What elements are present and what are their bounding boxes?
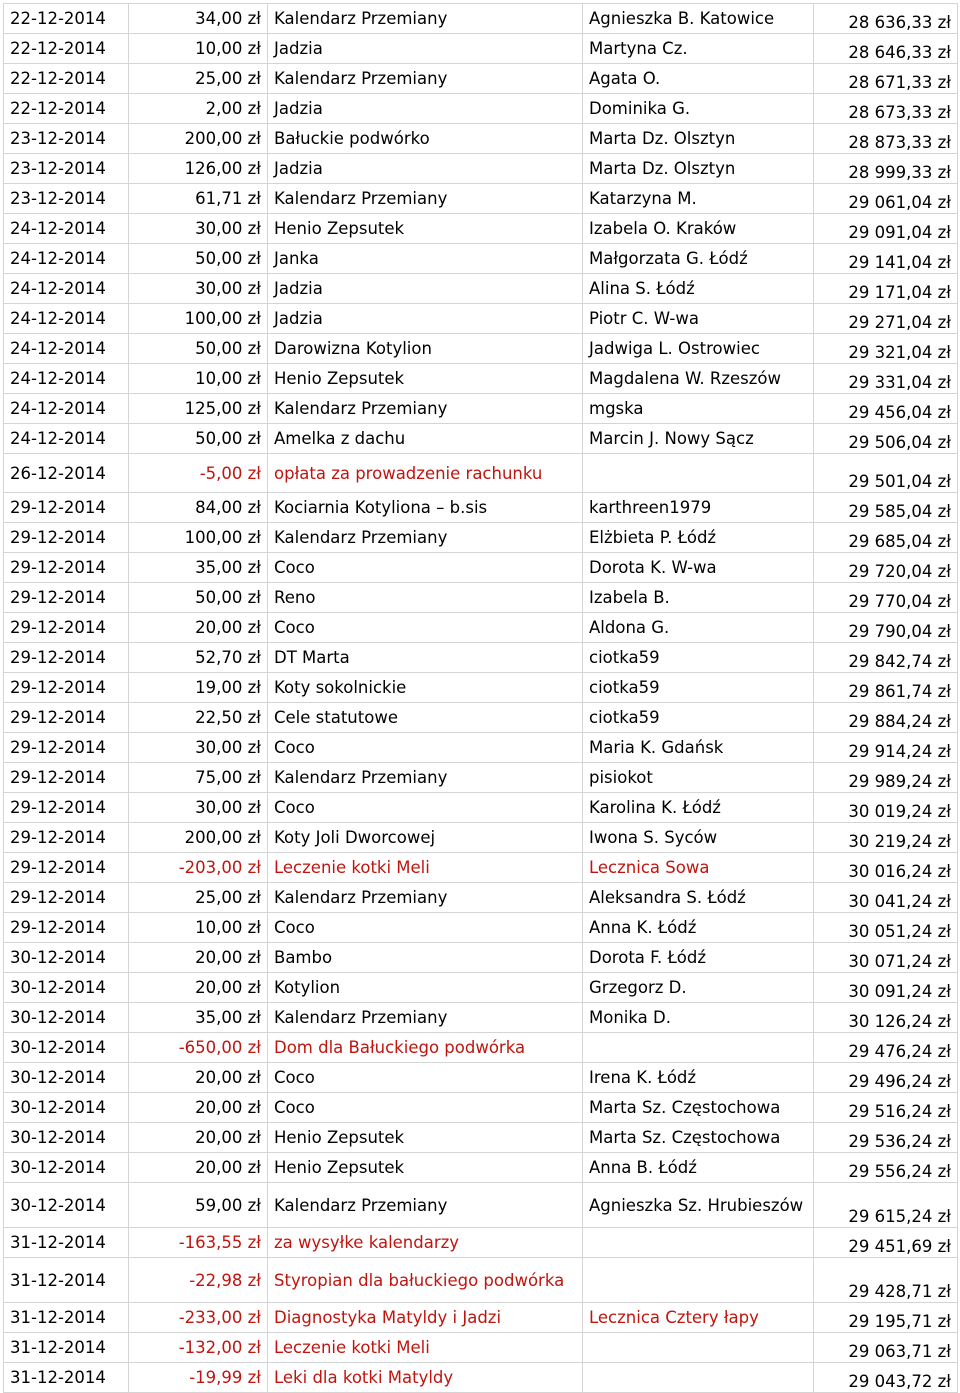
table-row	[4, 1363, 958, 1393]
date-cell: 30-12-2014	[4, 1093, 129, 1123]
title-cell: Cele statutowe	[268, 703, 583, 733]
title-cell: Styropian dla bałuckiego podwórka	[268, 1258, 583, 1303]
title-cell: opłata za prowadzenie rachunku	[268, 454, 583, 493]
title-cell: Diagnostyka Matyldy i Jadzi	[268, 1303, 583, 1333]
donor-cell: Karolina K. Łódź	[583, 793, 814, 823]
date-cell: 29-12-2014	[4, 793, 129, 823]
balance-cell: 29 061,04 zł	[814, 184, 958, 214]
date-cell: 26-12-2014	[4, 454, 129, 493]
amount-cell: 125,00 zł	[129, 394, 268, 424]
donor-cell: Izabela B.	[583, 583, 814, 613]
title-cell: Leczenie kotki Meli	[268, 853, 583, 883]
title-cell: Henio Zepsutek	[268, 1123, 583, 1153]
amount-cell: 25,00 zł	[129, 64, 268, 94]
amount-cell: -650,00 zł	[129, 1033, 268, 1063]
amount-cell: 25,00 zł	[129, 883, 268, 913]
balance-cell: 29 556,24 zł	[814, 1153, 958, 1183]
date-cell: 29-12-2014	[4, 583, 129, 613]
date-cell: 29-12-2014	[4, 733, 129, 763]
balance-cell: 29 501,04 zł	[814, 454, 958, 493]
table-row	[4, 154, 958, 184]
table-row	[4, 703, 958, 733]
balance-cell: 29 331,04 zł	[814, 364, 958, 394]
date-cell: 23-12-2014	[4, 124, 129, 154]
table-row	[4, 214, 958, 244]
title-cell: Jadzia	[268, 304, 583, 334]
amount-cell: 126,00 zł	[129, 154, 268, 184]
title-cell: Dom dla Bałuckiego podwórka	[268, 1033, 583, 1063]
donor-cell: Marta Dz. Olsztyn	[583, 124, 814, 154]
balance-cell: 30 219,24 zł	[814, 823, 958, 853]
donor-cell	[583, 454, 814, 493]
date-cell: 31-12-2014	[4, 1303, 129, 1333]
donor-cell: Izabela O. Kraków	[583, 214, 814, 244]
balance-cell: 28 671,33 zł	[814, 64, 958, 94]
amount-cell: 84,00 zł	[129, 493, 268, 523]
balance-cell: 28 636,33 zł	[814, 4, 958, 34]
balance-cell: 30 041,24 zł	[814, 883, 958, 913]
balance-cell: 30 051,24 zł	[814, 913, 958, 943]
balance-cell: 29 476,24 zł	[814, 1033, 958, 1063]
date-cell: 22-12-2014	[4, 4, 129, 34]
table-row	[4, 1258, 958, 1303]
balance-cell: 30 091,24 zł	[814, 973, 958, 1003]
balance-cell: 29 456,04 zł	[814, 394, 958, 424]
amount-cell: 2,00 zł	[129, 94, 268, 124]
date-cell: 29-12-2014	[4, 613, 129, 643]
date-cell: 23-12-2014	[4, 154, 129, 184]
table-row	[4, 823, 958, 853]
balance-cell: 29 861,74 zł	[814, 673, 958, 703]
amount-cell: 52,70 zł	[129, 643, 268, 673]
date-cell: 31-12-2014	[4, 1333, 129, 1363]
donor-cell: Anna K. Łódź	[583, 913, 814, 943]
donor-cell: Agnieszka B. Katowice	[583, 4, 814, 34]
date-cell: 29-12-2014	[4, 883, 129, 913]
balance-cell: 29 720,04 zł	[814, 553, 958, 583]
donor-cell: Dorota K. W-wa	[583, 553, 814, 583]
donor-cell: Marta Dz. Olsztyn	[583, 154, 814, 184]
title-cell: Henio Zepsutek	[268, 1153, 583, 1183]
date-cell: 30-12-2014	[4, 1033, 129, 1063]
title-cell: Kotylion	[268, 973, 583, 1003]
title-cell: Koty sokolnickie	[268, 673, 583, 703]
amount-cell: -203,00 zł	[129, 853, 268, 883]
title-cell: Bambo	[268, 943, 583, 973]
date-cell: 31-12-2014	[4, 1228, 129, 1258]
amount-cell: 100,00 zł	[129, 523, 268, 553]
amount-cell: 20,00 zł	[129, 613, 268, 643]
amount-cell: -163,55 zł	[129, 1228, 268, 1258]
table-row	[4, 1063, 958, 1093]
amount-cell: 10,00 zł	[129, 34, 268, 64]
donor-cell: Lecznica Sowa	[583, 853, 814, 883]
date-cell: 29-12-2014	[4, 853, 129, 883]
title-cell: Kalendarz Przemiany	[268, 394, 583, 424]
table-row	[4, 4, 958, 34]
amount-cell: 20,00 zł	[129, 1153, 268, 1183]
table-row	[4, 793, 958, 823]
donor-cell: Dominika G.	[583, 94, 814, 124]
table-row	[4, 883, 958, 913]
amount-cell: 75,00 zł	[129, 763, 268, 793]
date-cell: 29-12-2014	[4, 493, 129, 523]
amount-cell: 50,00 zł	[129, 334, 268, 364]
title-cell: Janka	[268, 244, 583, 274]
date-cell: 29-12-2014	[4, 643, 129, 673]
donor-cell: Martyna Cz.	[583, 34, 814, 64]
donor-cell	[583, 1333, 814, 1363]
table-row	[4, 424, 958, 454]
amount-cell: 20,00 zł	[129, 1123, 268, 1153]
amount-cell: 61,71 zł	[129, 184, 268, 214]
amount-cell: 10,00 zł	[129, 913, 268, 943]
donor-cell: Grzegorz D.	[583, 973, 814, 1003]
date-cell: 24-12-2014	[4, 364, 129, 394]
date-cell: 24-12-2014	[4, 424, 129, 454]
balance-cell: 29 685,04 zł	[814, 523, 958, 553]
date-cell: 24-12-2014	[4, 274, 129, 304]
date-cell: 24-12-2014	[4, 244, 129, 274]
date-cell: 22-12-2014	[4, 94, 129, 124]
title-cell: Kociarnia Kotyliona – b.sis	[268, 493, 583, 523]
donor-cell: Lecznica Cztery łapy	[583, 1303, 814, 1333]
title-cell: Leczenie kotki Meli	[268, 1333, 583, 1363]
balance-cell: 29 171,04 zł	[814, 274, 958, 304]
donor-cell: Katarzyna M.	[583, 184, 814, 214]
transactions-body	[4, 4, 958, 1393]
table-row	[4, 1153, 958, 1183]
title-cell: Coco	[268, 793, 583, 823]
title-cell: Coco	[268, 553, 583, 583]
donor-cell: Magdalena W. Rzeszów	[583, 364, 814, 394]
table-row	[4, 613, 958, 643]
donor-cell: karthreen1979	[583, 493, 814, 523]
amount-cell: 50,00 zł	[129, 424, 268, 454]
balance-cell: 30 016,24 zł	[814, 853, 958, 883]
table-row	[4, 1333, 958, 1363]
table-row	[4, 733, 958, 763]
table-row	[4, 583, 958, 613]
donor-cell: Irena K. Łódź	[583, 1063, 814, 1093]
table-row	[4, 973, 958, 1003]
amount-cell: 200,00 zł	[129, 823, 268, 853]
date-cell: 24-12-2014	[4, 394, 129, 424]
balance-cell: 29 842,74 zł	[814, 643, 958, 673]
date-cell: 30-12-2014	[4, 1153, 129, 1183]
amount-cell: 22,50 zł	[129, 703, 268, 733]
table-row	[4, 244, 958, 274]
balance-cell: 30 019,24 zł	[814, 793, 958, 823]
balance-cell: 29 428,71 zł	[814, 1258, 958, 1303]
balance-cell: 29 271,04 zł	[814, 304, 958, 334]
balance-cell: 29 914,24 zł	[814, 733, 958, 763]
amount-cell: 35,00 zł	[129, 553, 268, 583]
title-cell: Jadzia	[268, 94, 583, 124]
table-row	[4, 124, 958, 154]
date-cell: 29-12-2014	[4, 763, 129, 793]
table-row	[4, 64, 958, 94]
balance-cell: 28 673,33 zł	[814, 94, 958, 124]
date-cell: 29-12-2014	[4, 703, 129, 733]
table-row	[4, 454, 958, 493]
donor-cell: Aldona G.	[583, 613, 814, 643]
date-cell: 24-12-2014	[4, 334, 129, 364]
title-cell: Darowizna Kotylion	[268, 334, 583, 364]
title-cell: Coco	[268, 913, 583, 943]
donor-cell: Marta Sz. Częstochowa	[583, 1093, 814, 1123]
table-row	[4, 1303, 958, 1333]
donor-cell: ciotka59	[583, 673, 814, 703]
amount-cell: -132,00 zł	[129, 1333, 268, 1363]
date-cell: 30-12-2014	[4, 973, 129, 1003]
table-row	[4, 1033, 958, 1063]
table-row	[4, 394, 958, 424]
amount-cell: 30,00 zł	[129, 214, 268, 244]
donor-cell: Elżbieta P. Łódź	[583, 523, 814, 553]
title-cell: Kalendarz Przemiany	[268, 763, 583, 793]
date-cell: 29-12-2014	[4, 913, 129, 943]
balance-cell: 28 646,33 zł	[814, 34, 958, 64]
donor-cell	[583, 1033, 814, 1063]
title-cell: Kalendarz Przemiany	[268, 1183, 583, 1228]
title-cell: Kalendarz Przemiany	[268, 184, 583, 214]
title-cell: DT Marta	[268, 643, 583, 673]
donor-cell: Maria K. Gdańsk	[583, 733, 814, 763]
balance-cell: 30 071,24 zł	[814, 943, 958, 973]
title-cell: Kalendarz Przemiany	[268, 523, 583, 553]
amount-cell: 50,00 zł	[129, 244, 268, 274]
donor-cell: Agata O.	[583, 64, 814, 94]
balance-cell: 29 790,04 zł	[814, 613, 958, 643]
date-cell: 22-12-2014	[4, 34, 129, 64]
date-cell: 22-12-2014	[4, 64, 129, 94]
balance-cell: 29 141,04 zł	[814, 244, 958, 274]
table-row	[4, 1183, 958, 1228]
balance-cell: 28 873,33 zł	[814, 124, 958, 154]
table-row	[4, 763, 958, 793]
amount-cell: 200,00 zł	[129, 124, 268, 154]
date-cell: 29-12-2014	[4, 523, 129, 553]
title-cell: Jadzia	[268, 274, 583, 304]
date-cell: 29-12-2014	[4, 823, 129, 853]
date-cell: 30-12-2014	[4, 1183, 129, 1228]
date-cell: 30-12-2014	[4, 1003, 129, 1033]
title-cell: Coco	[268, 733, 583, 763]
title-cell: Amelka z dachu	[268, 424, 583, 454]
amount-cell: 20,00 zł	[129, 1093, 268, 1123]
donor-cell: mgska	[583, 394, 814, 424]
table-row	[4, 1228, 958, 1258]
balance-cell: 29 195,71 zł	[814, 1303, 958, 1333]
amount-cell: -22,98 zł	[129, 1258, 268, 1303]
amount-cell: 20,00 zł	[129, 973, 268, 1003]
title-cell: Kalendarz Przemiany	[268, 4, 583, 34]
date-cell: 23-12-2014	[4, 184, 129, 214]
title-cell: Coco	[268, 1093, 583, 1123]
balance-cell: 29 536,24 zł	[814, 1123, 958, 1153]
table-row	[4, 184, 958, 214]
title-cell: Coco	[268, 613, 583, 643]
amount-cell: 19,00 zł	[129, 673, 268, 703]
donor-cell: Anna B. Łódź	[583, 1153, 814, 1183]
balance-cell: 29 884,24 zł	[814, 703, 958, 733]
balance-cell: 29 615,24 zł	[814, 1183, 958, 1228]
title-cell: Kalendarz Przemiany	[268, 883, 583, 913]
amount-cell: 34,00 zł	[129, 4, 268, 34]
table-row	[4, 1003, 958, 1033]
balance-cell: 29 321,04 zł	[814, 334, 958, 364]
title-cell: Koty Joli Dworcowej	[268, 823, 583, 853]
title-cell: za wysyłke kalendarzy	[268, 1228, 583, 1258]
donor-cell	[583, 1258, 814, 1303]
balance-cell: 29 063,71 zł	[814, 1333, 958, 1363]
balance-cell: 30 126,24 zł	[814, 1003, 958, 1033]
table-row	[4, 493, 958, 523]
table-row	[4, 853, 958, 883]
balance-cell: 29 451,69 zł	[814, 1228, 958, 1258]
amount-cell: 20,00 zł	[129, 1063, 268, 1093]
title-cell: Jadzia	[268, 154, 583, 184]
donor-cell: Dorota F. Łódź	[583, 943, 814, 973]
balance-cell: 29 516,24 zł	[814, 1093, 958, 1123]
table-row	[4, 334, 958, 364]
amount-cell: -233,00 zł	[129, 1303, 268, 1333]
table-row	[4, 34, 958, 64]
date-cell: 30-12-2014	[4, 1063, 129, 1093]
amount-cell: -5,00 zł	[129, 454, 268, 493]
balance-cell: 29 091,04 zł	[814, 214, 958, 244]
date-cell: 30-12-2014	[4, 1123, 129, 1153]
date-cell: 29-12-2014	[4, 673, 129, 703]
title-cell: Reno	[268, 583, 583, 613]
date-cell: 31-12-2014	[4, 1363, 129, 1393]
amount-cell: 20,00 zł	[129, 943, 268, 973]
table-row	[4, 364, 958, 394]
balance-cell: 29 043,72 zł	[814, 1363, 958, 1393]
amount-cell: 30,00 zł	[129, 274, 268, 304]
title-cell: Jadzia	[268, 34, 583, 64]
amount-cell: 10,00 zł	[129, 364, 268, 394]
title-cell: Bałuckie podwórko	[268, 124, 583, 154]
date-cell: 31-12-2014	[4, 1258, 129, 1303]
title-cell: Kalendarz Przemiany	[268, 1003, 583, 1033]
title-cell: Kalendarz Przemiany	[268, 64, 583, 94]
donor-cell: Iwona S. Syców	[583, 823, 814, 853]
amount-cell: 35,00 zł	[129, 1003, 268, 1033]
transactions-table	[3, 3, 958, 1393]
title-cell: Coco	[268, 1063, 583, 1093]
table-row	[4, 1093, 958, 1123]
amount-cell: 100,00 zł	[129, 304, 268, 334]
table-row	[4, 913, 958, 943]
date-cell: 29-12-2014	[4, 553, 129, 583]
balance-cell: 29 496,24 zł	[814, 1063, 958, 1093]
date-cell: 30-12-2014	[4, 943, 129, 973]
amount-cell: -19,99 zł	[129, 1363, 268, 1393]
table-row	[4, 553, 958, 583]
amount-cell: 59,00 zł	[129, 1183, 268, 1228]
title-cell: Henio Zepsutek	[268, 214, 583, 244]
donor-cell: Agnieszka Sz. Hrubieszów	[583, 1183, 814, 1228]
table-row	[4, 673, 958, 703]
donor-cell: pisiokot	[583, 763, 814, 793]
donor-cell: Marta Sz. Częstochowa	[583, 1123, 814, 1153]
donor-cell: Marcin J. Nowy Sącz	[583, 424, 814, 454]
title-cell: Henio Zepsutek	[268, 364, 583, 394]
donor-cell: Jadwiga L. Ostrowiec	[583, 334, 814, 364]
balance-cell: 29 989,24 zł	[814, 763, 958, 793]
donor-cell	[583, 1228, 814, 1258]
table-row	[4, 943, 958, 973]
table-row	[4, 274, 958, 304]
date-cell: 24-12-2014	[4, 304, 129, 334]
balance-cell: 29 506,04 zł	[814, 424, 958, 454]
balance-cell: 29 585,04 zł	[814, 493, 958, 523]
amount-cell: 30,00 zł	[129, 793, 268, 823]
balance-cell: 28 999,33 zł	[814, 154, 958, 184]
balance-cell: 29 770,04 zł	[814, 583, 958, 613]
table-row	[4, 94, 958, 124]
amount-cell: 50,00 zł	[129, 583, 268, 613]
table-row	[4, 523, 958, 553]
donor-cell: Małgorzata G. Łódź	[583, 244, 814, 274]
table-row	[4, 304, 958, 334]
amount-cell: 30,00 zł	[129, 733, 268, 763]
date-cell: 24-12-2014	[4, 214, 129, 244]
donor-cell: Aleksandra S. Łódź	[583, 883, 814, 913]
donor-cell: Piotr C. W-wa	[583, 304, 814, 334]
donor-cell: ciotka59	[583, 643, 814, 673]
donor-cell: Monika D.	[583, 1003, 814, 1033]
title-cell: Leki dla kotki Matyldy	[268, 1363, 583, 1393]
table-row	[4, 1123, 958, 1153]
donor-cell	[583, 1363, 814, 1393]
donor-cell: ciotka59	[583, 703, 814, 733]
donor-cell: Alina S. Łódź	[583, 274, 814, 304]
table-row	[4, 643, 958, 673]
